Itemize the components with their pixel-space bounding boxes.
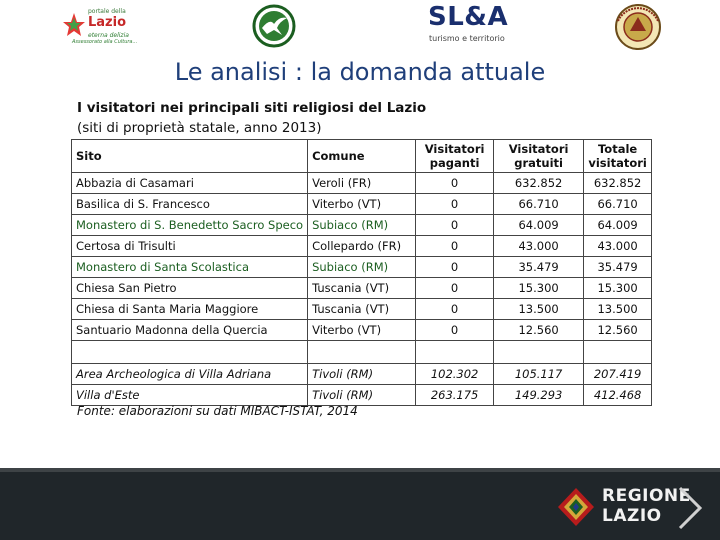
cell-gratuiti: 66.710 xyxy=(494,194,584,215)
slide-title: Le analisi : la domanda attuale xyxy=(174,58,546,86)
cell-totale: 64.009 xyxy=(584,215,652,236)
table-spacer-row xyxy=(72,341,652,364)
table-header-row xyxy=(72,140,652,173)
table-row xyxy=(72,194,652,215)
seal-logo xyxy=(612,3,664,51)
header-sito: Sito xyxy=(72,140,308,173)
cell-totale: 632.852 xyxy=(584,173,652,194)
sla-brand: SL&A xyxy=(428,2,509,32)
cell-paganti: 0 xyxy=(416,257,494,278)
cell-comune: Subiaco (RM) xyxy=(308,215,416,236)
cell-sito: Certosa di Trisulti xyxy=(72,236,308,257)
cell-sito: Abbazia di Casamari xyxy=(72,173,308,194)
swallow-icon xyxy=(252,4,296,48)
cell-sito: Villa d'Este xyxy=(72,385,308,406)
cell-paganti: 102.302 xyxy=(416,364,494,385)
cell-paganti: 0 xyxy=(416,215,494,236)
cell-comune: Tivoli (RM) xyxy=(308,385,416,406)
cell-gratuiti: 64.009 xyxy=(494,215,584,236)
cell-gratuiti: 35.479 xyxy=(494,257,584,278)
spacer-cell xyxy=(308,341,416,364)
cell-gratuiti: 15.300 xyxy=(494,278,584,299)
cell-paganti: 0 xyxy=(416,194,494,215)
cell-paganti: 263.175 xyxy=(416,385,494,406)
header-totale-visitatori: Totale visitatori xyxy=(584,140,652,173)
table-row xyxy=(72,173,652,194)
cell-sito: Chiesa di Santa Maria Maggiore xyxy=(72,299,308,320)
chevron-right-icon xyxy=(674,484,708,532)
cell-sito: Basilica di S. Francesco xyxy=(72,194,308,215)
header-visitatori-paganti: Visitatori paganti xyxy=(416,140,494,173)
table-subheading: (siti di proprietà statale, anno 2013) xyxy=(77,120,322,136)
spacer-cell xyxy=(72,341,308,364)
cell-sito: Area Archeologica di Villa Adriana xyxy=(72,364,308,385)
cell-comune: Tivoli (RM) xyxy=(308,364,416,385)
lazio-logo-line-1: portale della xyxy=(88,8,126,15)
cell-totale: 412.468 xyxy=(584,385,652,406)
swallow-round-logo xyxy=(252,4,296,48)
cell-paganti: 0 xyxy=(416,173,494,194)
lazio-logo-line-4: Assessorato alla Cultura... xyxy=(72,39,138,45)
table-row xyxy=(72,364,652,385)
table-heading: I visitatori nei principali siti religiosi del Lazio xyxy=(77,100,427,116)
table-row xyxy=(72,320,652,341)
table-row xyxy=(72,236,652,257)
cell-sito: Santuario Madonna della Quercia xyxy=(72,320,308,341)
footer-brand-line-1: REGIONE xyxy=(602,486,691,506)
cell-totale: 43.000 xyxy=(584,236,652,257)
table-row xyxy=(72,215,652,236)
source-note: Fonte: elaborazioni su dati MIBACT-ISTAT, 2014 xyxy=(77,404,358,418)
cell-paganti: 0 xyxy=(416,299,494,320)
cell-totale: 35.479 xyxy=(584,257,652,278)
cell-totale: 207.419 xyxy=(584,364,652,385)
footer-stripe xyxy=(0,468,720,472)
cell-comune: Tuscania (VT) xyxy=(308,299,416,320)
lazio-logo-line-2: Lazio xyxy=(88,15,127,30)
cell-totale: 66.710 xyxy=(584,194,652,215)
cell-sito: Chiesa San Pietro xyxy=(72,278,308,299)
cell-gratuiti: 632.852 xyxy=(494,173,584,194)
cell-gratuiti: 12.560 xyxy=(494,320,584,341)
footer-brand-line-2: LAZIO xyxy=(602,506,662,526)
cell-paganti: 0 xyxy=(416,236,494,257)
cell-gratuiti: 105.117 xyxy=(494,364,584,385)
lazio-stella-logo-icon xyxy=(62,12,86,40)
visitors-table xyxy=(71,139,652,406)
header-comune: Comune xyxy=(308,140,416,173)
sla-logo xyxy=(426,4,526,46)
regione-lazio-emblem-icon xyxy=(556,486,596,528)
regione-lazio-touristic-logo xyxy=(62,8,142,46)
cell-totale: 12.560 xyxy=(584,320,652,341)
spacer-cell xyxy=(494,341,584,364)
cell-gratuiti: 149.293 xyxy=(494,385,584,406)
cell-comune: Subiaco (RM) xyxy=(308,257,416,278)
table-row xyxy=(72,257,652,278)
round-seal-icon xyxy=(612,3,664,51)
cell-totale: 15.300 xyxy=(584,278,652,299)
header-visitatori-gratuiti: Visitatori gratuiti xyxy=(494,140,584,173)
cell-comune: Tuscania (VT) xyxy=(308,278,416,299)
cell-comune: Viterbo (VT) xyxy=(308,320,416,341)
cell-paganti: 0 xyxy=(416,320,494,341)
spacer-cell xyxy=(416,341,494,364)
cell-comune: Collepardo (FR) xyxy=(308,236,416,257)
cell-comune: Viterbo (VT) xyxy=(308,194,416,215)
cell-sito: Monastero di S. Benedetto Sacro Speco xyxy=(72,215,308,236)
spacer-cell xyxy=(584,341,652,364)
cell-gratuiti: 13.500 xyxy=(494,299,584,320)
cell-paganti: 0 xyxy=(416,278,494,299)
table-row xyxy=(72,299,652,320)
cell-comune: Veroli (FR) xyxy=(308,173,416,194)
lazio-logo-line-3: eterna delizia xyxy=(88,32,129,39)
table-row xyxy=(72,278,652,299)
cell-gratuiti: 43.000 xyxy=(494,236,584,257)
table-row xyxy=(72,385,652,406)
cell-totale: 13.500 xyxy=(584,299,652,320)
cell-sito: Monastero di Santa Scolastica xyxy=(72,257,308,278)
sla-tagline: turismo e territorio xyxy=(429,34,505,43)
